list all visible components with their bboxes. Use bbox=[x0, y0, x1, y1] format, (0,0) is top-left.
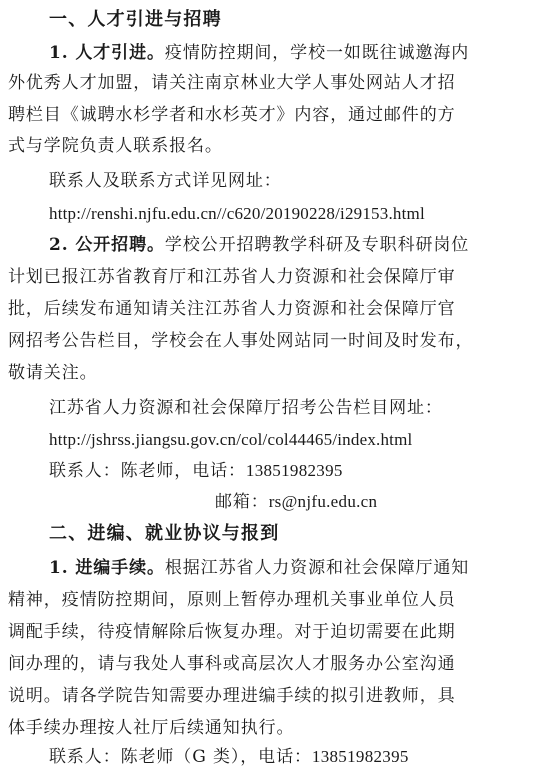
contact-line bbox=[49, 460, 550, 482]
talent-url-link[interactable]: http://renshi.njfu.edu.cn//c620/20190228/i29153.html bbox=[49, 204, 425, 223]
paragraph-text: 学校公开招聘教学科研及专职科研岗位 bbox=[164, 235, 470, 255]
paragraph-line: 敬请关注。 bbox=[8, 363, 98, 383]
phone-number: 13851982395 bbox=[245, 461, 343, 480]
email-line bbox=[215, 491, 550, 513]
site-note: 江苏省人力资源和社会保障厅招考公告栏目网址： bbox=[49, 398, 443, 418]
contact-line bbox=[49, 746, 550, 768]
paragraph-line: 网招考公告栏目，学校会在人事处网站同一时间及时发布， bbox=[8, 331, 474, 351]
paragraph-text: 疫情防控期间，学校一如既往诚邀海内 bbox=[164, 43, 470, 63]
section-heading-onboarding: 二、进编、就业协议与报到 bbox=[49, 523, 280, 544]
contact-label: 联系人：陈老师，电话： bbox=[49, 461, 246, 481]
paragraph-public-recruitment-line-1 bbox=[49, 234, 550, 256]
paragraph-text: 根据江苏省人力资源和社会保障厅通知 bbox=[164, 558, 470, 578]
email-link[interactable]: rs@njfu.edu.cn bbox=[268, 492, 378, 511]
paragraph-talent-introduction-line-1 bbox=[49, 42, 550, 64]
paragraph-line: 说明。请各学院告知需要办理进编手续的拟引进教师，具 bbox=[8, 686, 456, 706]
section-heading-talent: 一、人才引进与招聘 bbox=[49, 9, 222, 30]
item-label-staffing-procedure: 1. 进编手续。 bbox=[49, 558, 165, 578]
contact-label: 联系人：陈老师（G 类），电话： bbox=[49, 747, 312, 767]
phone-number: 13851982395 bbox=[311, 747, 409, 766]
paragraph-staffing-procedure-line-1 bbox=[49, 557, 550, 579]
item-label-public-recruitment: 2. 公开招聘。 bbox=[49, 235, 165, 255]
paragraph-line: 体手续办理按人社厅后续通知执行。 bbox=[8, 718, 295, 738]
paragraph-line: 聘栏目《诚聘水杉学者和水杉英才》内容，通过邮件的方 bbox=[8, 105, 456, 125]
contact-note: 联系人及联系方式详见网址： bbox=[49, 171, 282, 191]
paragraph-line: 式与学院负责人联系报名。 bbox=[8, 136, 223, 156]
paragraph-line: 精神，疫情防控期间，原则上暂停办理机关事业单位人员 bbox=[8, 590, 456, 610]
paragraph-line: 调配手续，待疫情解除后恢复办理。对于迫切需要在此期 bbox=[8, 622, 456, 642]
jshrss-url-link[interactable]: http://jshrss.jiangsu.gov.cn/col/col44465/index.html bbox=[49, 430, 413, 449]
paragraph-line: 批，后续发布通知请关注江苏省人力资源和社会保障厅官 bbox=[8, 299, 456, 319]
paragraph-line: 计划已报江苏省教育厅和江苏省人力资源和社会保障厅审 bbox=[8, 267, 456, 287]
paragraph-line: 间办理的，请与我处人事科或高层次人才服务办公室沟通 bbox=[8, 654, 456, 674]
paragraph-line: 外优秀人才加盟，请关注南京林业大学人事处网站人才招 bbox=[8, 73, 456, 93]
email-label: 邮箱： bbox=[215, 492, 269, 512]
item-label-talent-introduction: 1. 人才引进。 bbox=[49, 43, 165, 63]
